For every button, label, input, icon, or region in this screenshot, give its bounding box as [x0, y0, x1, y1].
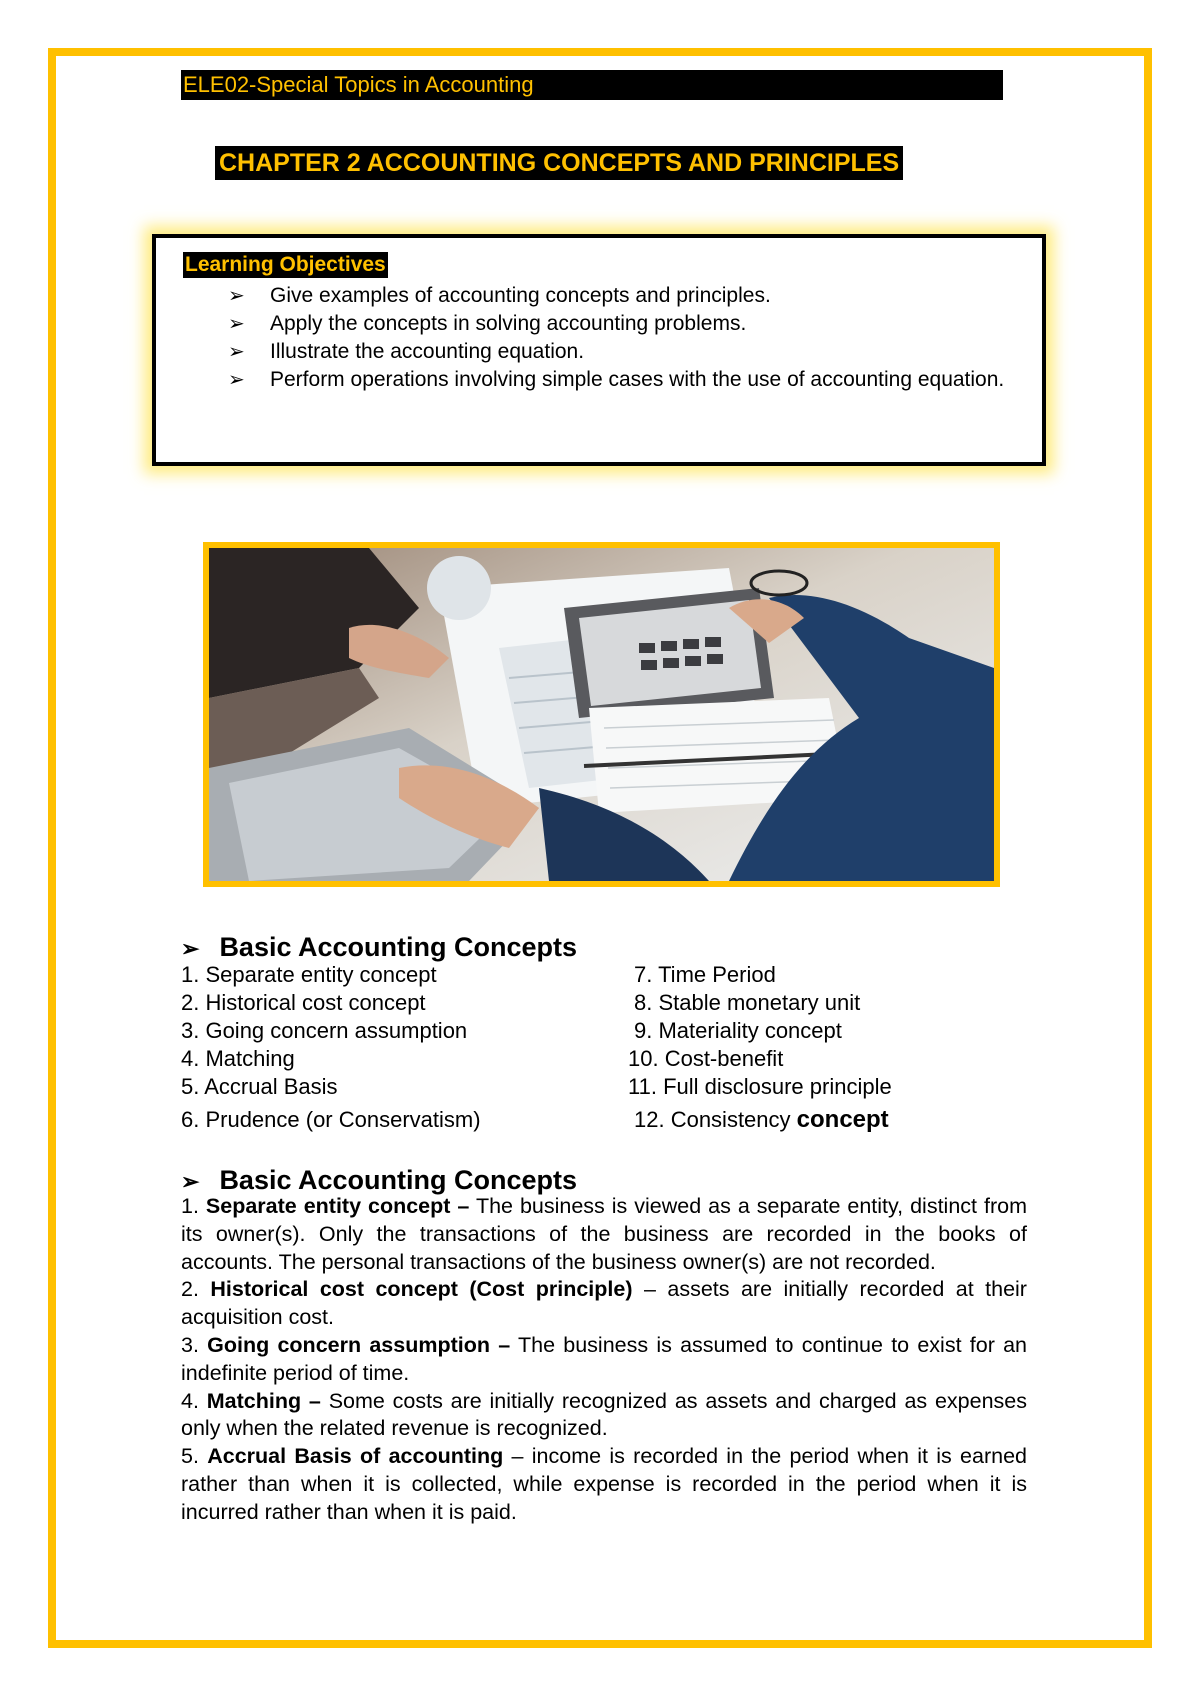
concept-list-item: 12. Consistency concept: [634, 1106, 889, 1133]
objective-item: ➢ Give examples of accounting concepts and principles.: [228, 282, 1028, 310]
definition-item: 4. Matching – Some costs are initially recognized as assets and charged as expenses only when the related revenue is recognized.: [181, 1388, 1027, 1441]
definition-term: Historical cost concept (Cost principle): [210, 1277, 633, 1302]
concept-list-item: 1. Separate entity concept: [181, 962, 437, 987]
chapter-title: CHAPTER 2 ACCOUNTING CONCEPTS AND PRINCIPLES: [215, 146, 903, 180]
learning-objectives-box: [152, 234, 1046, 466]
concept-list-item: 3. Going concern assumption: [181, 1018, 468, 1043]
definition-text: – income is recorded in the period when it is earned rather than when it is collected, while expense is recorded in the period when it is incurred rather than when it is paid.: [181, 1444, 1027, 1524]
concept-list-item: 8. Stable monetary unit: [634, 990, 861, 1015]
concepts-detail-heading: ➢ Basic Accounting Concepts: [181, 1165, 577, 1195]
arrow-bullet-icon: ➢: [228, 341, 245, 363]
objectives-heading: Learning Objectives: [185, 253, 386, 276]
definition-text: The business is assumed to continue to exist for an indefinite period of time.: [181, 1332, 1027, 1385]
definition-term: Matching –: [206, 1388, 321, 1413]
definition-text: – assets are initially recorded at their acquisition cost.: [181, 1277, 1027, 1330]
arrow-bullet-icon: ➢: [228, 369, 245, 391]
concept-list-item: 11. Full disclosure principle: [628, 1074, 892, 1099]
definition-item: 2. Historical cost concept (Cost principle) – assets are initially recorded at their acquisition cost.: [181, 1277, 1027, 1330]
arrow-bullet-icon: ➢: [228, 313, 245, 335]
objective-item: ➢ Perform operations involving simple cases with the use of accounting equation.: [228, 366, 1028, 394]
accounting-photo-illustration: [209, 548, 994, 881]
objective-item: ➢ Apply the concepts in solving accounting problems.: [228, 310, 1028, 338]
concept-suffix: concept: [796, 1106, 889, 1133]
concept-list-item: 7. Time Period: [634, 962, 776, 987]
definition-term: Going concern assumption –: [207, 1332, 511, 1357]
course-header: ELE02-Special Topics in Accounting: [181, 70, 1003, 100]
concept-list-item: 6. Prudence (or Conservatism): [181, 1107, 481, 1132]
concept-list-item: 9. Materiality concept: [634, 1018, 842, 1043]
arrow-bullet-icon: ➢: [181, 936, 200, 961]
concepts-list-heading: ➢ Basic Accounting Concepts: [181, 932, 577, 962]
definition-item: 5. Accrual Basis of accounting – income is recorded in the period when it is earned rather than when it is collected, while expense is recorded in the period when it is incurred rather than when it is paid.: [181, 1444, 1027, 1524]
concept-list-item: 4. Matching: [181, 1046, 295, 1071]
concepts-list-right: [628, 961, 892, 1137]
concept-list-item: 2. Historical cost concept: [181, 990, 426, 1015]
definition-term: Accrual Basis of accounting: [207, 1444, 504, 1469]
arrow-bullet-icon: ➢: [181, 1169, 200, 1194]
concept-list-item: 10. Cost-benefit: [628, 1046, 784, 1071]
concepts-list-left: [181, 961, 481, 1137]
definition-text: The business is viewed as a separate entity, distinct from its owner(s). Only the transactions of the business are recorded in the books of accounts. The personal transactions of the business owner(s) are not recorded.: [181, 1194, 1027, 1274]
definition-item: 3. Going concern assumption – The business is assumed to continue to exist for an indefinite period of time.: [181, 1332, 1027, 1385]
accounting-photo: [203, 542, 1000, 887]
concept-list-item: 5. Accrual Basis: [181, 1074, 338, 1099]
objective-item: ➢ Illustrate the accounting equation.: [228, 338, 1028, 366]
definition-text: Some costs are initially recognized as assets and charged as expenses only when the related revenue is recognized.: [181, 1388, 1027, 1441]
definition-term: Separate entity concept –: [205, 1194, 470, 1218]
definition-item: 1. Separate entity concept – The business is viewed as a separate entity, distinct from its owner(s). Only the transactions of the business are recorded in the books of accounts. The personal transactions of the business owner(s) are not recorded.: [181, 1194, 1027, 1274]
arrow-bullet-icon: ➢: [228, 285, 245, 307]
concept-definitions: [181, 1193, 1027, 1527]
objectives-list: [228, 282, 1028, 394]
